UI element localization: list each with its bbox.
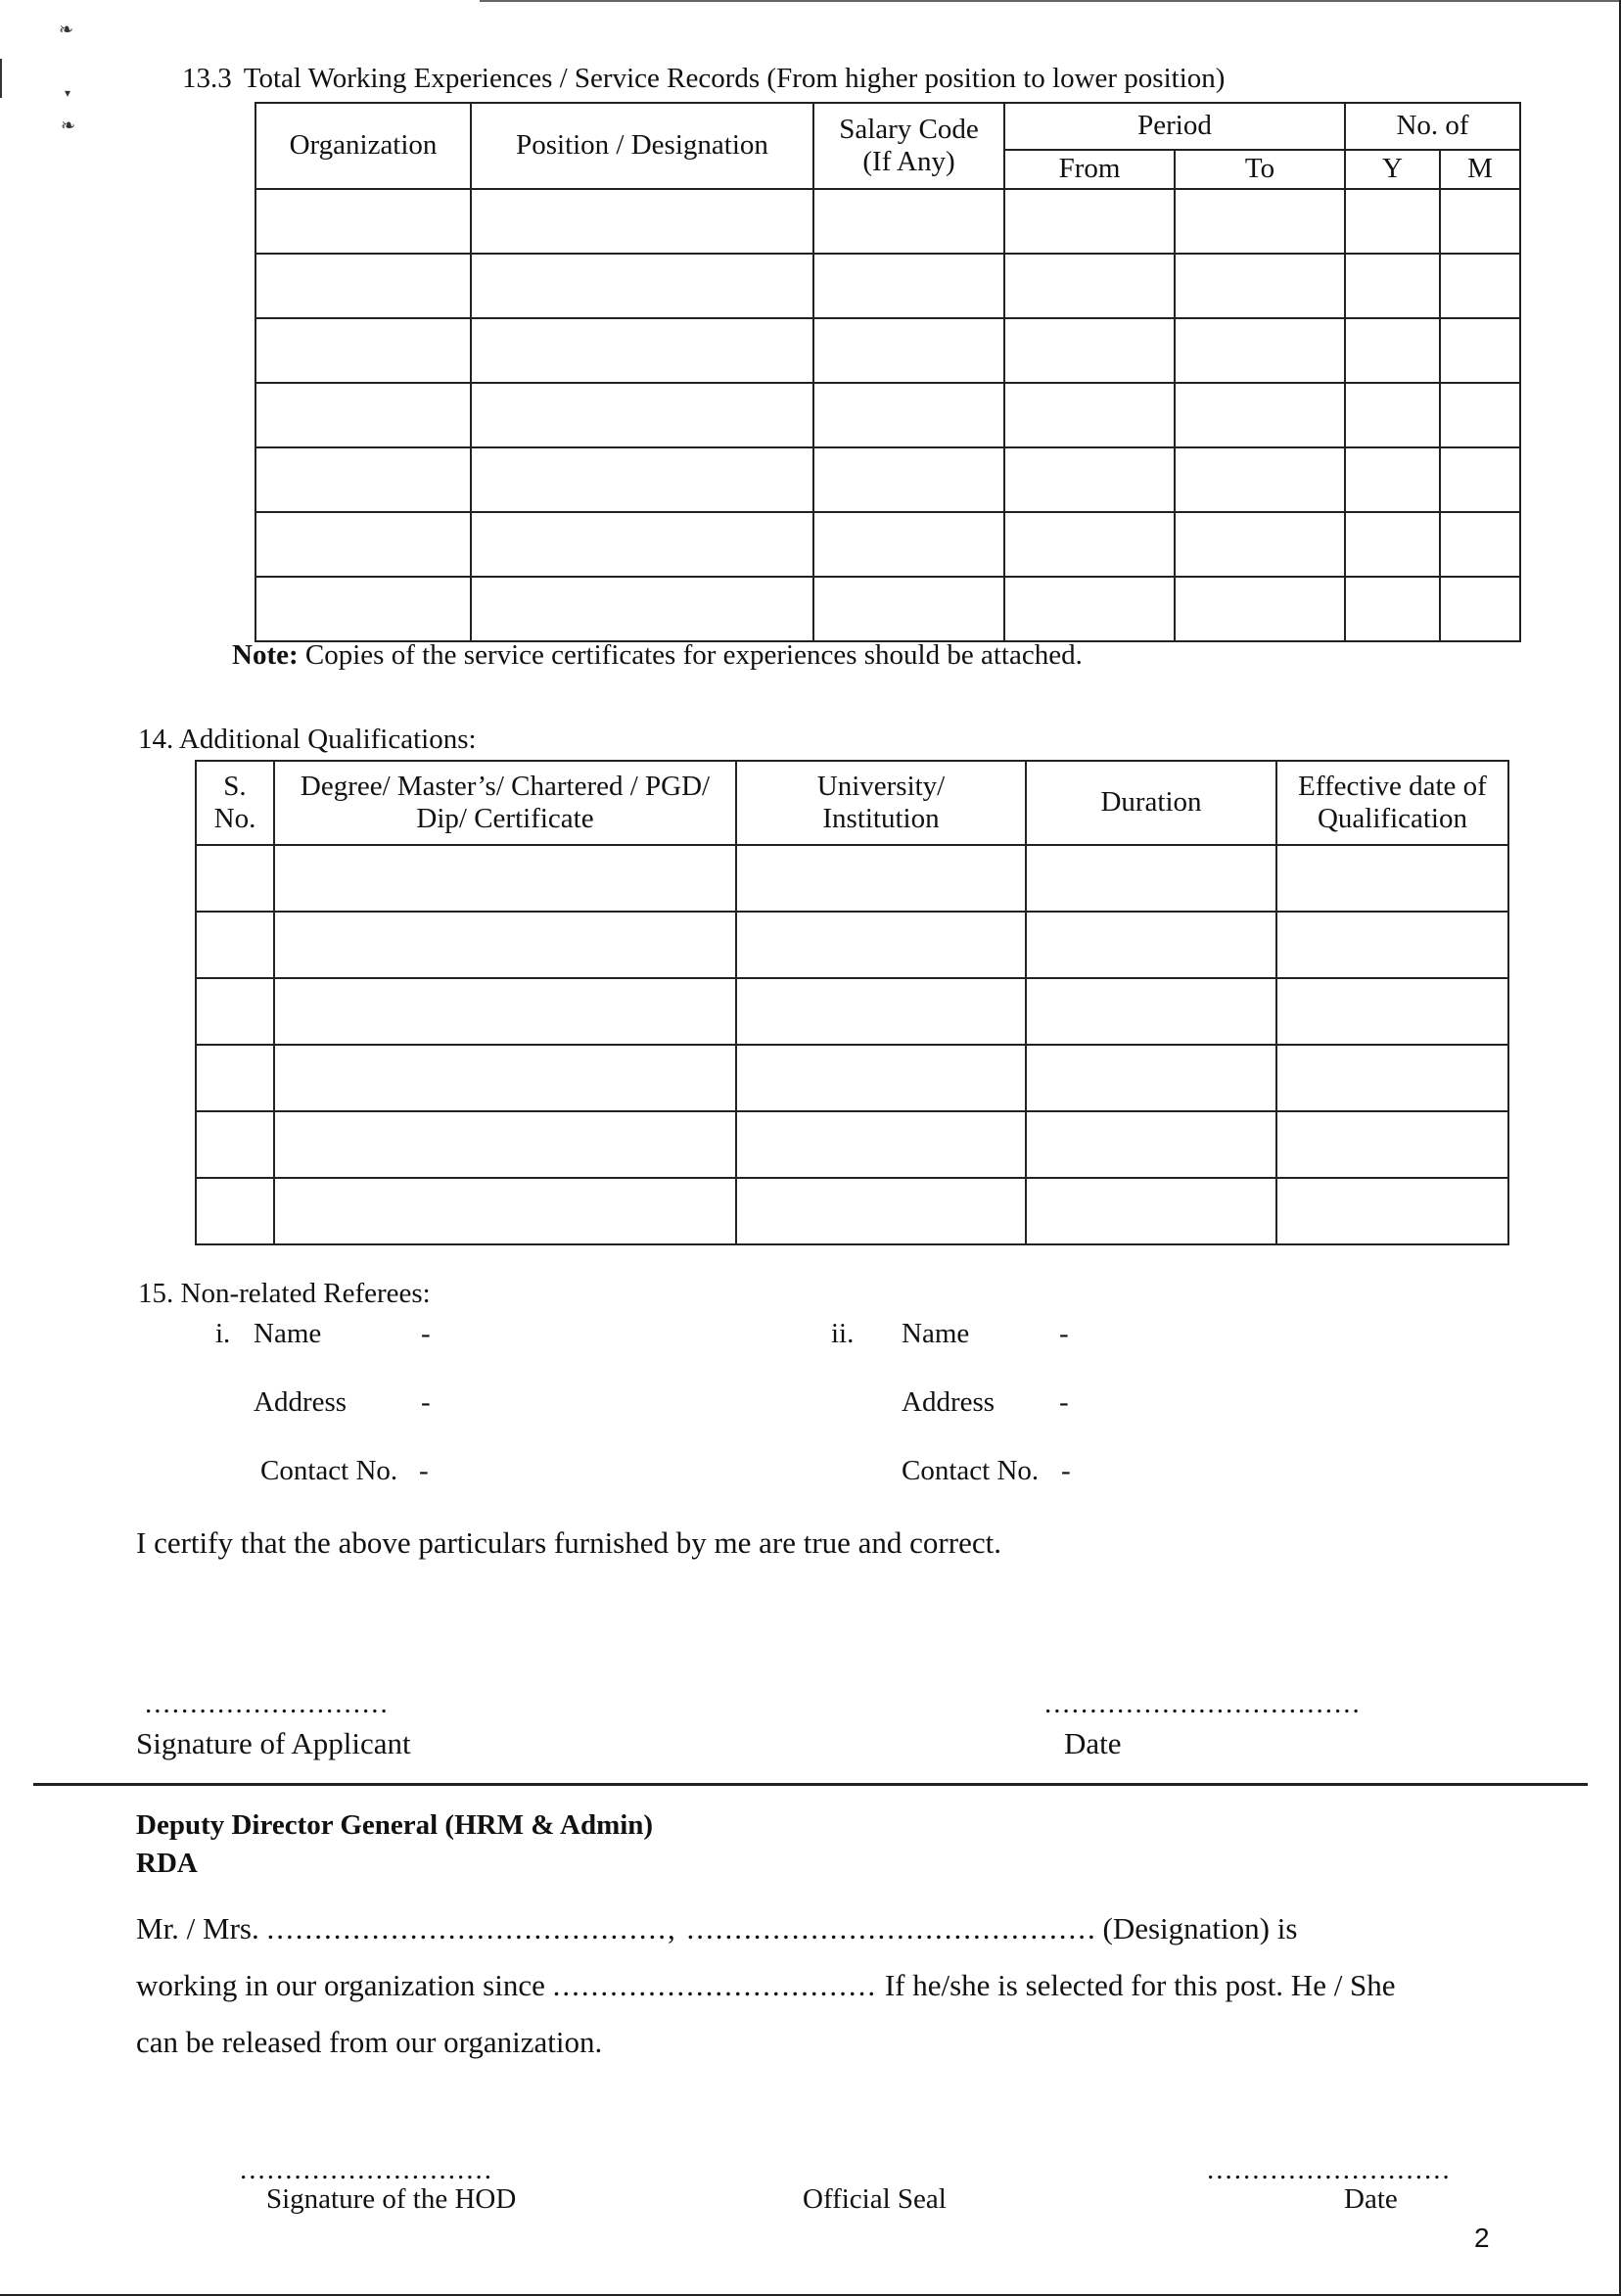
applicant-signature-dots[interactable]: ........................... <box>145 1688 390 1719</box>
years-cell[interactable] <box>1345 318 1440 383</box>
release-statement-line-2 <box>136 1968 1396 2003</box>
position-cell[interactable] <box>471 254 813 318</box>
official-seal-label: Official Seal <box>803 2183 947 2215</box>
employee-name-dots[interactable]: .........................................., <box>266 1911 677 1945</box>
column-header-to: To <box>1175 150 1345 189</box>
effective-date-cell[interactable] <box>1276 912 1508 978</box>
degree-cell[interactable] <box>274 978 736 1045</box>
column-header-degree <box>274 761 736 845</box>
position-cell[interactable] <box>471 512 813 577</box>
work-experience-table <box>255 102 1521 642</box>
referee-address-dash[interactable]: - <box>421 1386 431 1418</box>
university-cell[interactable] <box>736 845 1026 912</box>
from-cell[interactable] <box>1004 254 1175 318</box>
to-cell[interactable] <box>1175 577 1345 641</box>
referee-contact-label: Contact No. <box>902 1455 1040 1486</box>
referee-name-dash[interactable]: - <box>421 1318 431 1349</box>
degree-line: Degree/ Master’s/ Chartered / PGD/ <box>300 770 711 802</box>
table-row <box>196 845 1508 912</box>
section-title: Total Working Experiences / Service Records (From higher position to lower position) <box>243 63 1226 94</box>
selection-text: If he/she is selected for this post. He / She <box>877 1968 1396 2002</box>
table-row <box>255 318 1520 383</box>
from-cell[interactable] <box>1004 189 1175 254</box>
hod-date-dots[interactable]: ........................... <box>1207 2154 1452 2185</box>
years-cell[interactable] <box>1345 189 1440 254</box>
position-cell[interactable] <box>471 447 813 512</box>
experience-note <box>232 639 1083 672</box>
months-cell[interactable] <box>1440 447 1520 512</box>
release-statement-line-1 <box>136 1911 1297 1946</box>
degree-cell[interactable] <box>274 1178 736 1244</box>
designation-suffix: . (Designation) is <box>1088 1911 1298 1945</box>
addressee-title: Deputy Director General (HRM & Admin) <box>136 1809 654 1841</box>
section-13-3-heading <box>182 63 1225 95</box>
degree-cell[interactable] <box>274 845 736 912</box>
release-statement-line-3: can be released from our organization. <box>136 2025 603 2059</box>
table-row <box>196 1045 1508 1111</box>
effective-date-cell[interactable] <box>1276 845 1508 912</box>
organization-cell[interactable] <box>255 383 471 447</box>
university-cell[interactable] <box>736 1111 1026 1178</box>
referee-contact-dash[interactable]: - <box>1061 1455 1071 1486</box>
column-header-salary-code <box>813 103 1004 189</box>
from-cell[interactable] <box>1004 577 1175 641</box>
column-header-months: M <box>1440 150 1520 189</box>
university-line: Institution <box>822 803 940 834</box>
position-cell[interactable] <box>471 577 813 641</box>
organization-cell[interactable] <box>255 577 471 641</box>
salary-code-cell[interactable] <box>813 512 1004 577</box>
position-cell[interactable] <box>471 318 813 383</box>
referee-contact-dash[interactable]: - <box>419 1455 429 1486</box>
effective-date-cell[interactable] <box>1276 978 1508 1045</box>
from-cell[interactable] <box>1004 512 1175 577</box>
to-cell[interactable] <box>1175 383 1345 447</box>
column-header-from: From <box>1004 150 1175 189</box>
section-15-heading: 15. Non-related Referees: <box>138 1278 431 1309</box>
months-cell[interactable] <box>1440 512 1520 577</box>
effective-line: Qualification <box>1317 803 1467 834</box>
working-since-text: working in our organization since <box>136 1968 553 2002</box>
university-line: University/ <box>816 770 946 802</box>
scan-artifact-mark: ▾ <box>65 86 71 100</box>
salary-code-cell[interactable] <box>813 189 1004 254</box>
to-cell[interactable] <box>1175 447 1345 512</box>
months-cell[interactable] <box>1440 577 1520 641</box>
section-number: 13.3 <box>182 63 232 94</box>
salary-code-sub: (If Any) <box>862 146 955 177</box>
applicant-date-label: Date <box>1064 1726 1122 1760</box>
salary-code-line: Salary Code <box>839 113 979 145</box>
position-cell[interactable] <box>471 189 813 254</box>
table-row <box>255 577 1520 641</box>
organization-cell[interactable] <box>255 512 471 577</box>
page-number: 2 <box>1474 2223 1490 2253</box>
note-label: Note: <box>232 639 299 671</box>
duration-cell[interactable] <box>1026 1111 1276 1178</box>
table-row <box>255 447 1520 512</box>
months-cell[interactable] <box>1440 383 1520 447</box>
salary-code-cell[interactable] <box>813 254 1004 318</box>
months-cell[interactable] <box>1440 254 1520 318</box>
effective-line: Effective date of <box>1298 770 1487 802</box>
referee-address-label: Address <box>902 1386 996 1418</box>
sno-cell[interactable] <box>196 845 274 912</box>
degree-cell[interactable] <box>274 1045 736 1111</box>
sno-line: No. <box>213 803 256 834</box>
organization-cell[interactable] <box>255 447 471 512</box>
additional-qualifications-table <box>195 760 1509 1245</box>
hod-date-label: Date <box>1344 2183 1398 2215</box>
duration-cell[interactable] <box>1026 1045 1276 1111</box>
from-cell[interactable] <box>1004 318 1175 383</box>
to-cell[interactable] <box>1175 318 1345 383</box>
effective-date-cell[interactable] <box>1276 1111 1508 1178</box>
degree-cell[interactable] <box>274 912 736 978</box>
referee-address-label: Address <box>254 1386 347 1418</box>
column-header-sno <box>196 761 274 845</box>
sno-cell[interactable] <box>196 1045 274 1111</box>
duration-cell[interactable] <box>1026 1178 1276 1244</box>
years-cell[interactable] <box>1345 383 1440 447</box>
page-edge-mark <box>0 59 2 98</box>
university-cell[interactable] <box>736 1178 1026 1244</box>
table-row <box>255 254 1520 318</box>
table-row <box>255 189 1520 254</box>
applicant-date-dots[interactable]: ................................... <box>1044 1688 1362 1719</box>
degree-cell[interactable] <box>274 1111 736 1178</box>
addressee-org: RDA <box>136 1848 198 1879</box>
organization-cell[interactable] <box>255 189 471 254</box>
effective-date-cell[interactable] <box>1276 1045 1508 1111</box>
to-cell[interactable] <box>1175 512 1345 577</box>
table-row <box>196 912 1508 978</box>
sno-line: S. <box>223 770 247 802</box>
table-row <box>255 383 1520 447</box>
effective-date-cell[interactable] <box>1276 1178 1508 1244</box>
duration-cell[interactable] <box>1026 978 1276 1045</box>
column-header-university <box>736 761 1026 845</box>
applicant-signature-label: Signature of Applicant <box>136 1726 411 1760</box>
salutation: Mr. / Mrs. <box>136 1911 267 1945</box>
organization-cell[interactable] <box>255 318 471 383</box>
duration-cell[interactable] <box>1026 912 1276 978</box>
organization-cell[interactable] <box>255 254 471 318</box>
sno-cell[interactable] <box>196 1111 274 1178</box>
years-cell[interactable] <box>1345 577 1440 641</box>
table-row <box>196 1111 1508 1178</box>
from-cell[interactable] <box>1004 447 1175 512</box>
column-header-no-of: No. of <box>1345 103 1520 150</box>
from-cell[interactable] <box>1004 383 1175 447</box>
scan-artifact-mark: ❧ <box>59 20 74 39</box>
section-divider <box>33 1783 1588 1786</box>
page-border-top <box>480 0 1621 2</box>
column-header-effective-date <box>1276 761 1508 845</box>
years-cell[interactable] <box>1345 512 1440 577</box>
referee-index: ii. <box>831 1318 855 1349</box>
table-row <box>255 512 1520 577</box>
years-cell[interactable] <box>1345 447 1440 512</box>
column-header-period: Period <box>1004 103 1345 150</box>
salary-code-cell[interactable] <box>813 383 1004 447</box>
sno-cell[interactable] <box>196 1178 274 1244</box>
university-cell[interactable] <box>736 1045 1026 1111</box>
years-cell[interactable] <box>1345 254 1440 318</box>
salary-code-cell[interactable] <box>813 577 1004 641</box>
sno-cell[interactable] <box>196 978 274 1045</box>
to-cell[interactable] <box>1175 189 1345 254</box>
table-row <box>196 1178 1508 1244</box>
university-cell[interactable] <box>736 978 1026 1045</box>
column-header-years: Y <box>1345 150 1440 189</box>
university-cell[interactable] <box>736 912 1026 978</box>
section-14-heading: 14. Additional Qualifications: <box>138 724 477 755</box>
column-header-duration: Duration <box>1026 761 1276 845</box>
referee-name-label: Name <box>902 1318 970 1349</box>
degree-line: Dip/ Certificate <box>416 803 594 834</box>
table-row <box>196 978 1508 1045</box>
column-header-organization: Organization <box>255 103 471 189</box>
scan-artifact-mark: ❧ <box>61 116 76 135</box>
column-header-position: Position / Designation <box>471 103 813 189</box>
referee-index: i. <box>215 1318 231 1349</box>
salary-code-cell[interactable] <box>813 318 1004 383</box>
designation-dots[interactable]: .......................................... <box>676 1911 1088 1945</box>
months-cell[interactable] <box>1440 189 1520 254</box>
referee-address-dash[interactable]: - <box>1059 1386 1069 1418</box>
duration-cell[interactable] <box>1026 845 1276 912</box>
referee-name-label: Name <box>254 1318 322 1349</box>
months-cell[interactable] <box>1440 318 1520 383</box>
sno-cell[interactable] <box>196 912 274 978</box>
position-cell[interactable] <box>471 383 813 447</box>
referee-contact-label: Contact No. <box>260 1455 398 1486</box>
note-text: Copies of the service certificates for experiences should be attached. <box>298 639 1083 671</box>
to-cell[interactable] <box>1175 254 1345 318</box>
salary-code-cell[interactable] <box>813 447 1004 512</box>
referee-name-dash[interactable]: - <box>1059 1318 1069 1349</box>
hod-signature-dots[interactable]: ............................ <box>240 2154 493 2185</box>
hod-signature-label: Signature of the HOD <box>266 2183 517 2215</box>
working-since-dots[interactable]: .................................. <box>552 1968 878 2002</box>
certification-statement: I certify that the above particulars furnished by me are true and correct. <box>136 1525 1001 1560</box>
